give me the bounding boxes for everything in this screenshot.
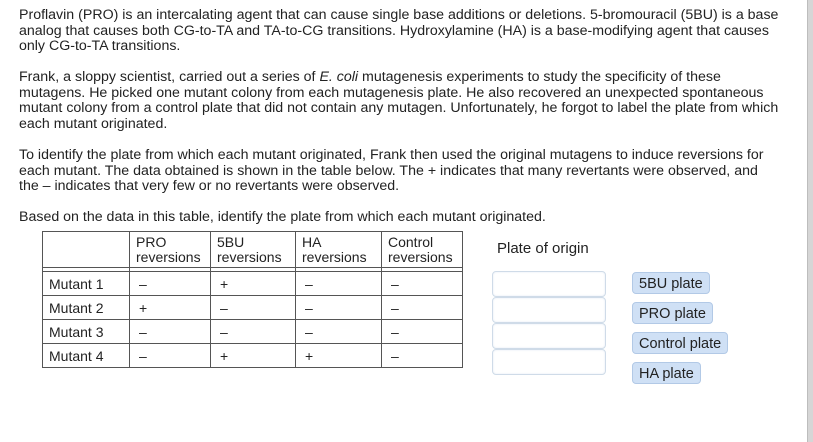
choice-5bu-plate[interactable]: 5BU plate (632, 272, 710, 294)
question-prompt: Based on the data in this table, identify the plate from which each mutant originated. (19, 209, 546, 225)
cell-control: – (382, 344, 463, 368)
cell-5bu: – (211, 296, 296, 320)
plate-of-origin-header: Plate of origin (497, 240, 589, 257)
header-line1: 5BU (217, 234, 245, 250)
cell-ha: – (296, 296, 382, 320)
cell-pro: – (130, 320, 211, 344)
cell-ha: – (296, 272, 382, 296)
table-header-row (43, 232, 463, 268)
row-label: Mutant 2 (43, 296, 130, 320)
organism-name: E. coli (319, 69, 359, 85)
table-row-mutant-1 (43, 272, 463, 296)
cell-ha: + (296, 344, 382, 368)
drop-target-mutant-1[interactable] (492, 271, 606, 297)
row-label: Mutant 3 (43, 320, 130, 344)
header-line1: Control (388, 234, 434, 250)
drop-target-mutant-3[interactable] (492, 323, 606, 349)
drop-target-mutant-4[interactable] (492, 349, 606, 375)
cell-pro: – (130, 344, 211, 368)
choice-pro-plate[interactable]: PRO plate (632, 302, 713, 324)
intro-paragraph: Proflavin (PRO) is an intercalating agent that can cause single base additions or deletions. 5-bromouracil (5BU) is a base analog that causes both CG-to-TA and TA-to-CG transitions. Hydroxylamine (HA) is a base-modifying agent that causes only CG-to-TA transitions. (19, 7, 779, 55)
header-line2: reversions (217, 249, 282, 265)
header-ha-reversions (296, 232, 382, 268)
scrollbar-edge[interactable] (807, 0, 813, 442)
header-line2: reversions (136, 249, 201, 265)
row-label: Mutant 1 (43, 272, 130, 296)
cell-5bu: + (211, 272, 296, 296)
choice-control-plate[interactable]: Control plate (632, 332, 728, 354)
experiment-paragraph (19, 70, 779, 132)
header-pro-reversions (130, 232, 211, 268)
table-corner-cell (43, 232, 130, 268)
header-line2: reversions (388, 249, 453, 265)
choice-ha-plate[interactable]: HA plate (632, 362, 701, 384)
header-line1: HA (302, 234, 322, 250)
table-row-mutant-4 (43, 344, 463, 368)
method-paragraph: To identify the plate from which each mutant originated, Frank then used the original mutagens to induce reversions for each mutant. The data obtained is shown in the table below. The + indicates that many revertants were observed, and the – indicates that very few or no revertants were observed. (19, 147, 764, 195)
experiment-text-start: Frank, a sloppy scientist, carried out a series of (19, 69, 320, 85)
row-label: Mutant 4 (43, 344, 130, 368)
cell-ha: – (296, 320, 382, 344)
header-control-reversions (382, 232, 463, 268)
cell-pro: + (130, 296, 211, 320)
cell-5bu: + (211, 344, 296, 368)
cell-control: – (382, 296, 463, 320)
cell-5bu: – (211, 320, 296, 344)
header-line2: reversions (302, 249, 367, 265)
cell-control: – (382, 272, 463, 296)
experiment-text-end: mutagenesis experiments to study the specificity of these mutagens. He picked one mutant colony from each mutagenesis plate. He also recovered an unexpected spontaneous mutant colony from a control plate that did not contain any mutagen. Unfortunately, he forgot to label the plate from which each mutant originated. (19, 69, 779, 132)
cell-pro: – (130, 272, 211, 296)
cell-control: – (382, 320, 463, 344)
reversion-data-table (42, 231, 463, 368)
header-5bu-reversions (211, 232, 296, 268)
table-row-mutant-3 (43, 320, 463, 344)
header-line1: PRO (136, 234, 167, 250)
drop-target-mutant-2[interactable] (492, 297, 606, 323)
table-row-mutant-2 (43, 296, 463, 320)
